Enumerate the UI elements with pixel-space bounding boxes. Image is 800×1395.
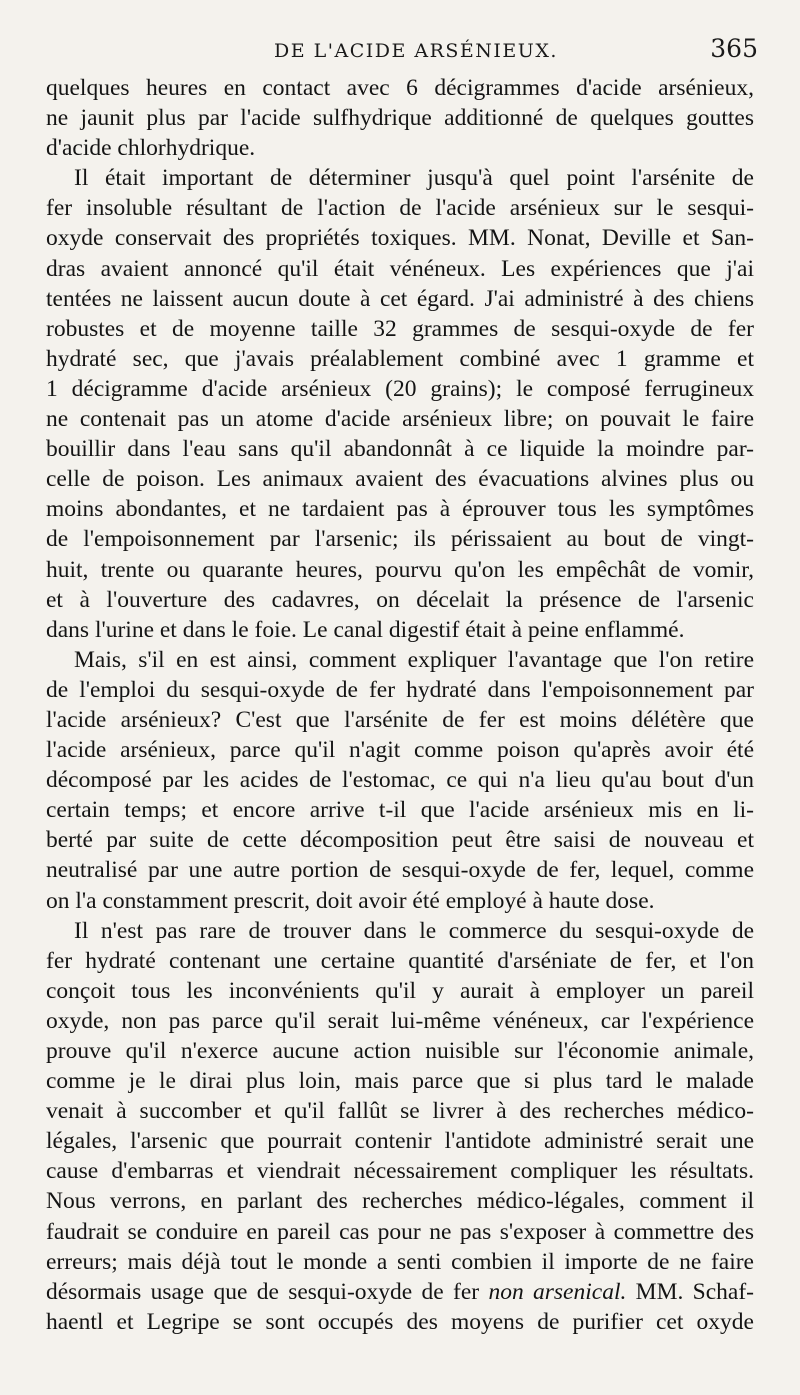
text-line: et à l'ouverture des cadavres, on décelait la présence de l'arsenic [46, 586, 754, 613]
text-line: certain temps; et encore arrive t-il que l'acide arsénieux mis en li- [46, 797, 754, 824]
text-line: venait à succomber et qu'il fallût se livrer à des recherches médico- [46, 1098, 754, 1125]
page-number: 365 [710, 34, 758, 63]
text-line: Il était important de déterminer jusqu'à quel point l'arsénite de [74, 165, 754, 192]
running-head: DE L'ACIDE ARSÉNIEUX. [274, 40, 558, 62]
text-line: haentl et Legripe se sont occupés des moyens de purifier cet oxyde [46, 1308, 754, 1335]
text-line: ne contenait pas un atome d'acide arsénieux libre; on pouvait le faire [46, 406, 754, 433]
text-line: robustes et de moyenne taille 32 grammes de sesqui-oxyde de fer [46, 315, 754, 342]
text-line: légales, l'arsenic que pourrait contenir l'antidote administré serait une [46, 1128, 754, 1155]
text-line: huit, trente ou quarante heures, pourvu qu'on les empêchât de vomir, [46, 556, 754, 583]
text-line: décomposé par les acides de l'estomac, ce qui n'a lieu qu'au bout d'un [46, 767, 754, 794]
text-line: cause d'embarras et viendrait nécessairement compliquer les résultats. [46, 1158, 754, 1185]
text-line: neutralisé par une autre portion de sesqui-oxyde de fer, lequel, comme [46, 857, 754, 884]
text-line: celle de poison. Les animaux avaient des évacuations alvines plus ou [46, 466, 754, 493]
text-line: hydraté sec, que j'avais préalablement combiné avec 1 gramme et [46, 345, 754, 372]
text-line: ne jaunit plus par l'acide sulfhydrique additionné de quelques gouttes [46, 105, 754, 132]
italic-term: non arsenical. [488, 1278, 627, 1305]
text-fragment: désormais usage que de sesqui-oxyde de fer [46, 1278, 489, 1305]
text-line: oxyde conservait des propriétés toxiques. MM. Nonat, Deville et San- [46, 225, 754, 252]
text-line: Nous verrons, en parlant des recherches médico-légales, comment il [46, 1188, 754, 1215]
text-line: l'acide arsénieux? C'est que l'arsénite de fer est moins délétère que [46, 706, 754, 733]
text-line: fer hydraté contenant une certaine quantité d'arséniate de fer, et l'on [46, 947, 754, 974]
text-line: berté par suite de cette décomposition peut être saisi de nouveau et [46, 827, 754, 854]
text-line: faudrait se conduire en pareil cas pour ne pas s'exposer à commettre des [46, 1218, 754, 1245]
text-line: 1 décigramme d'acide arsénieux (20 grains); le composé ferrugineux [46, 375, 754, 402]
text-line: prouve qu'il n'exerce aucune action nuisible sur l'économie animale, [46, 1038, 754, 1064]
text-line: quelques heures en contact avec 6 décigrammes d'acide arsénieux, [46, 75, 754, 101]
text-line: on l'a constamment prescrit, doit avoir été employé à haute dose. [46, 887, 655, 914]
text-line-with-italic [46, 1277, 754, 1307]
text-line: bouillir dans l'eau sans qu'il abandonnât à ce liquide la moindre par- [46, 436, 754, 463]
text-line: Mais, s'il en est ainsi, comment expliquer l'avantage que l'on retire [74, 646, 754, 673]
text-line: tentées ne laissent aucun doute à cet égard. J'ai administré à des chiens [46, 285, 754, 312]
text-line: conçoit tous les inconvénients qu'il y aurait à employer un pareil [46, 977, 754, 1004]
text-line: d'acide chlorhydrique. [46, 135, 256, 162]
text-line: comme je le dirai plus loin, mais parce que si plus tard le malade [46, 1068, 754, 1095]
text-line: de l'emploi du sesqui-oxyde de fer hydraté dans l'empoisonnement par [46, 676, 754, 703]
text-line: l'acide arsénieux, parce qu'il n'agit comme poison qu'après avoir été [46, 737, 754, 764]
text-line: Il n'est pas rare de trouver dans le commerce du sesqui-oxyde de [74, 917, 754, 944]
body-text [46, 73, 754, 1337]
page-header [46, 34, 758, 68]
text-line: oxyde, non pas parce qu'il serait lui-même vénéneux, car l'expérience [46, 1007, 754, 1034]
text-line: dras avaient annoncé qu'il était vénéneux. Les expériences que j'ai [46, 255, 754, 282]
text-line: erreurs; mais déjà tout le monde a senti combien il importe de ne faire [46, 1248, 754, 1275]
text-fragment: MM. Schaf- [626, 1278, 755, 1305]
text-line: de l'empoisonnement par l'arsenic; ils périssaient au bout de vingt- [46, 526, 754, 553]
text-line: moins abondantes, et ne tardaient pas à éprouver tous les symptômes [46, 496, 754, 523]
text-line: dans l'urine et dans le foie. Le canal digestif était à peine enflammé. [46, 616, 685, 643]
text-line: fer insoluble résultant de l'action de l'acide arsénieux sur le sesqui- [46, 195, 754, 222]
